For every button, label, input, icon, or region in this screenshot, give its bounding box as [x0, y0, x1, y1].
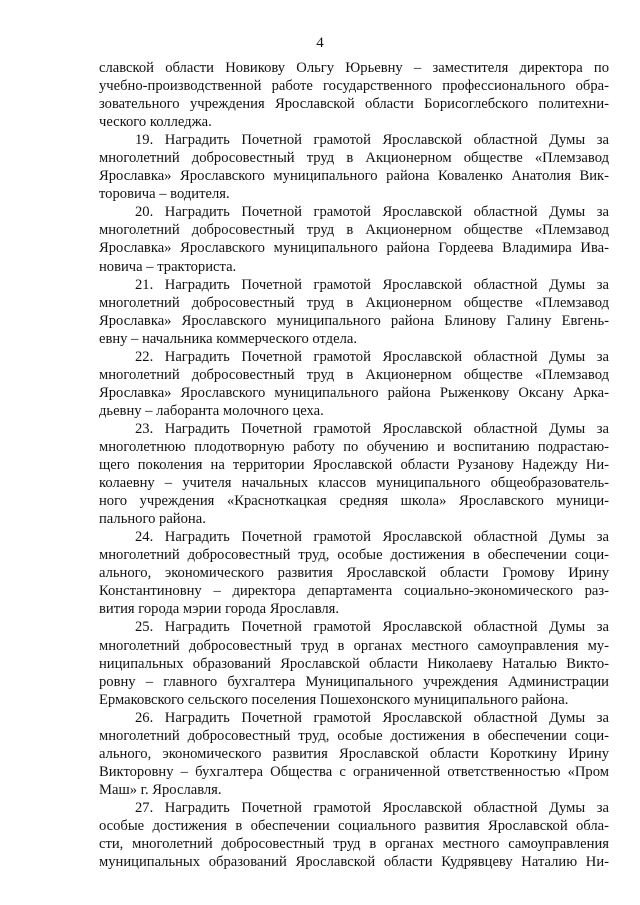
text-line: Ярославка» Ярославского муниципального района Коваленко Анатолия Вик-: [99, 168, 609, 185]
text-line: 24. Наградить Почетной грамотой Ярославской областной Думы за: [135, 529, 609, 546]
text-line: Ярославка» Ярославского муниципального района Рыженкову Оксану Арка-: [99, 384, 609, 401]
text-line: ческого колледжа.: [99, 114, 212, 131]
text-line: евну – начальника коммерческого отдела.: [99, 330, 357, 347]
document-body: [99, 59, 609, 871]
paragraph: [99, 131, 609, 203]
paragraph: [99, 528, 609, 618]
text-line: 20. Наградить Почетной грамотой Ярославской областной Думы за: [135, 204, 609, 221]
text-line: славской области Новикову Ольгу Юрьевну – заместителя директора по: [99, 60, 609, 76]
text-line: многолетний добросовестный труд, особые достижения в обеспечении соци-: [99, 547, 609, 564]
text-line: 25. Наградить Почетной грамотой Ярославской областной Думы за: [135, 619, 609, 636]
text-line: ниципальных образований Ярославской области Николаеву Наталью Викто-: [99, 655, 609, 672]
text-line: ального, экономического развития Ярославской области Громову Ирину: [99, 565, 609, 582]
text-line: торовича – водителя.: [99, 186, 230, 203]
paragraph: [99, 348, 609, 420]
text-line: Викторовну – бухгалтера Общества с ограниченной ответственностью «Пром: [99, 763, 609, 780]
text-line: 22. Наградить Почетной грамотой Ярославской областной Думы за: [135, 348, 609, 365]
text-line: 23. Наградить Почетной грамотой Ярославской областной Думы за: [135, 420, 609, 437]
text-line: щего поколения на территории Ярославской области Рузанову Надежду Ни-: [99, 457, 609, 474]
text-line: пального района.: [99, 511, 206, 528]
text-line: Ярославка» Ярославского муниципального района Гордеева Владимира Ива-: [99, 240, 609, 257]
text-line: новича – тракториста.: [99, 258, 237, 275]
paragraph: [99, 799, 609, 871]
text-line: многолетний добросовестный труд в Акционерном обществе «Племзавод: [99, 150, 609, 167]
text-line: вития города мэрии города Ярославля.: [99, 601, 340, 618]
text-line: ального, экономического развития Ярославской области Короткину Ирину: [99, 745, 609, 762]
text-line: многолетний добросовестный труд, особые достижения в обеспечении соци-: [99, 727, 609, 744]
text-line: 21. Наградить Почетной грамотой Ярославской областной Думы за: [135, 276, 609, 293]
text-line: зовательного учреждения Ярославской области Борисоглебского политехни-: [99, 96, 609, 113]
paragraph: [99, 59, 609, 131]
text-line: многолетний добросовестный труд в органах местного самоуправления му-: [99, 637, 609, 654]
text-line: многолетний добросовестный труд в Акционерном обществе «Племзавод: [99, 294, 609, 311]
page-number: 4: [316, 35, 324, 51]
paragraph: [99, 618, 609, 708]
paragraph: [99, 709, 609, 799]
text-line: муниципальных образований Ярославской области Кудрявцеву Наталию Ни-: [99, 854, 609, 871]
text-line: Маш» г. Ярославля.: [99, 781, 222, 798]
text-line: дьевну – лаборанта молочного цеха.: [99, 402, 324, 419]
text-line: ного учреждения «Красноткацкая средняя школа» Ярославского муници-: [99, 493, 609, 510]
paragraph: [99, 203, 609, 275]
text-line: 27. Наградить Почетной грамотой Ярославской областной Думы за: [135, 799, 609, 816]
paragraph: [99, 420, 609, 528]
text-line: многолетнюю плодотворную работу по обучению и воспитанию подрастаю-: [99, 438, 609, 455]
text-line: Ермаковского сельского поселения Пошехонского муниципального района.: [99, 691, 569, 708]
text-line: ровну – главного бухгалтера Муниципального учреждения Администрации: [99, 673, 609, 690]
text-line: учебно-производственной работе государственного профессионального обра-: [99, 78, 609, 95]
text-line: особые достижения в обеспечении социального развития Ярославской обла-: [99, 817, 609, 834]
text-line: колаевну – учителя начальных классов муниципального общеобразователь-: [99, 475, 609, 492]
paragraph: [99, 276, 609, 348]
text-line: сти, многолетний добросовестный труд в органах местного самоуправления: [99, 836, 609, 853]
text-line: Ярославка» Ярославского муниципального района Блинову Галину Евгень-: [99, 312, 609, 329]
text-line: Константиновну – директора департамента социально-экономического раз-: [99, 583, 609, 600]
text-line: 19. Наградить Почетной грамотой Ярославской областной Думы за: [135, 132, 609, 149]
text-line: многолетний добросовестный труд в Акционерном обществе «Племзавод: [99, 222, 609, 239]
text-line: 26. Наградить Почетной грамотой Ярославской областной Думы за: [135, 709, 609, 726]
text-line: многолетний добросовестный труд в Акционерном обществе «Племзавод: [99, 366, 609, 383]
